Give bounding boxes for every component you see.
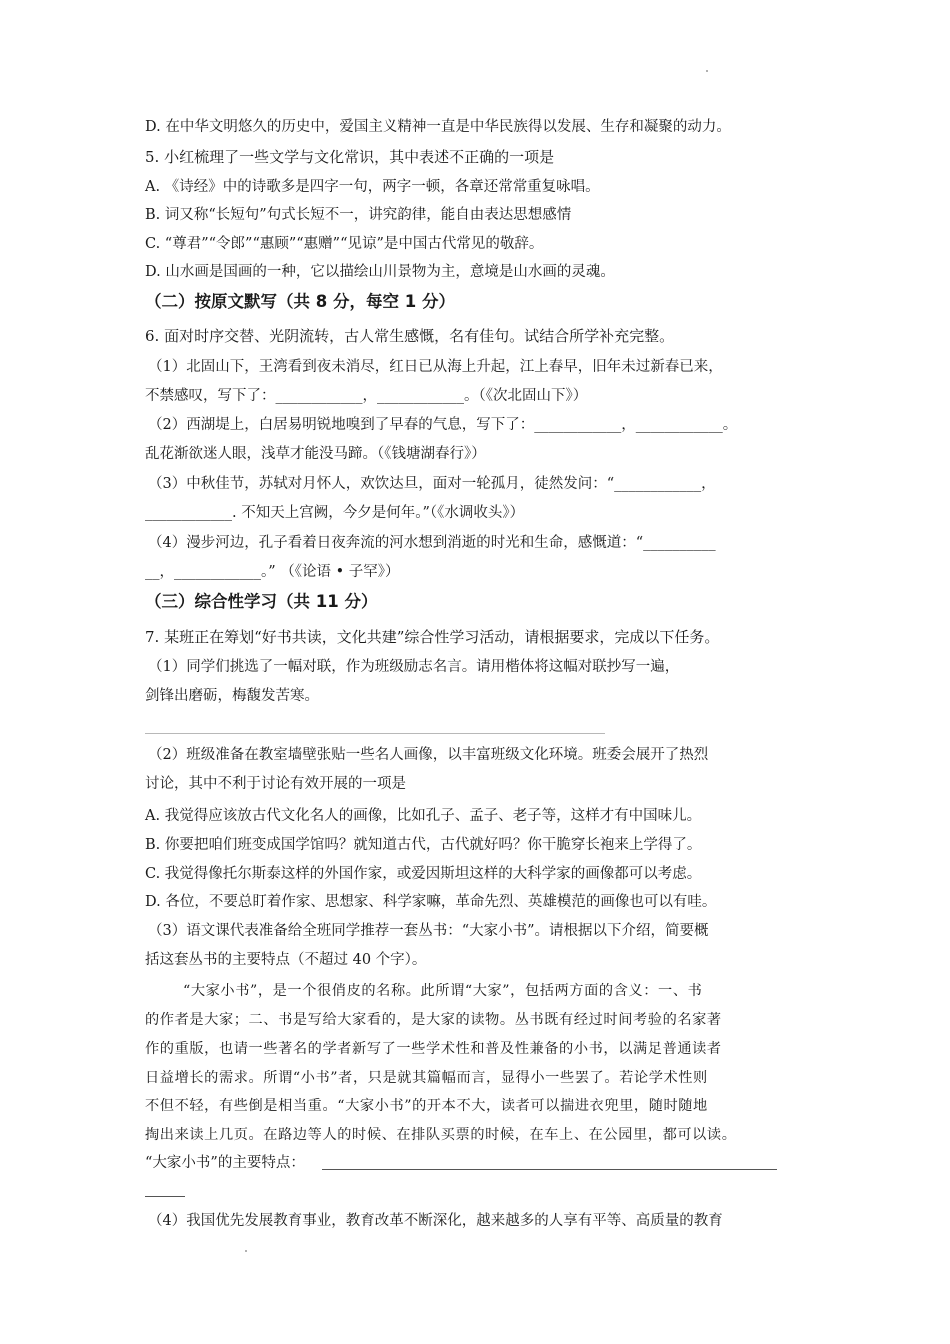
q6-part4-line2: __，____________。” （《论语 • 子罕》） <box>145 564 400 580</box>
q7-part2-option-d: D. 各位，不要总盯着作家、思想家、科学家嘛，革命先烈、英雄模范的画像也可以有哇。 <box>145 894 717 910</box>
q7-part2-option-a: A. 我觉得应该放古代文化名人的画像，比如孔子、孟子、老子等，这样才有中国味儿。 <box>145 808 702 824</box>
q7-part2-option-b: B. 你要把咱们班变成国学馆吗？就知道古代，古代就好吗？你干脆穿长袍来上学得了。 <box>145 837 702 853</box>
q7-part2-line1: （2）班级准备在教室墙壁张贴一些名人画像，以丰富班级文化环境。班委会展开了热烈 <box>148 747 709 763</box>
section-2-heading: （二）按原文默写（共 8 分，每空 1 分） <box>145 292 455 311</box>
question-6-stem: 6. 面对时序交替、光阴流转，古人常生感慨，名有佳句。试结合所学补充完整。 <box>145 327 675 345</box>
passage-line-3: 作的重版，也请一些著名的学者新写了一些学术性和普及性兼备的小书，以满足普通读者 <box>145 1041 722 1057</box>
q6-part3-line2: ____________. 不知天上宫阙，今夕是何年。”（《水调收头》） <box>145 505 525 521</box>
passage-line-6: 掏出来读上几页。在路边等人的时候、在排队买票的时候，在车上、在公园里，都可以读。 <box>145 1127 737 1143</box>
scan-dot <box>706 70 708 72</box>
q6-part3-line1: （3）中秋佳节，苏轼对月怀人，欢饮达旦，面对一轮孤月，徒然发问：“____________， <box>148 476 716 492</box>
section-3-heading: （三）综合性学习（共 11 分） <box>145 592 378 611</box>
answer-blank <box>322 1169 777 1170</box>
q7-part3-line1: （3）语文课代表准备给全班同学推荐一套丛书：“大家小书”。请根据以下介绍，简要概 <box>148 923 709 939</box>
answer-line <box>145 733 605 734</box>
passage-line-5: 不但不轻，有些倒是相当重。“大家小书”的开本不大，读者可以揣进衣兜里，随时随地 <box>145 1098 708 1114</box>
q7-part1-couplet: 剑锋出磨砺，梅馥发苦寒。 <box>145 688 319 704</box>
q7-part2-line2: 讨论，其中不利于讨论有效开展的一项是 <box>145 776 406 792</box>
scan-dot <box>245 1250 247 1252</box>
passage-line-4: 日益增长的需求。所谓“小书”者，只是就其篇幅而言，显得小一些罢了。若论学术性则 <box>145 1070 708 1086</box>
q5-option-a: A. 《诗经》中的诗歌多是四字一句，两字一顿，各章还常常重复咏唱。 <box>145 179 600 195</box>
question-5-stem: 5. 小红梳理了一些文学与文化常识，其中表述不正确的一项是 <box>145 148 555 166</box>
q7-part2-option-c: C. 我觉得像托尔斯泰这样的外国作家，或爱因斯坦这样的大科学家的画像都可以考虑。 <box>145 866 702 882</box>
q6-part2-line2: 乱花渐欲迷人眼，浅草才能没马蹄。（《钱塘湖春行》） <box>145 446 486 462</box>
q6-part1-line2: 不禁感叹，写下了：____________，____________。（《次北固山下》） <box>145 388 588 404</box>
q7-part3-answer-label: “大家小书”的主要特点： <box>145 1155 305 1171</box>
q5-option-d: D. 山水画是国画的一种，它以描绘山川景物为主，意境是山水画的灵魂。 <box>145 264 615 280</box>
q7-part4-line1: （4）我国优先发展教育事业，教育改革不断深化，越来越多的人享有平等、高质量的教育 <box>148 1213 723 1229</box>
q7-part3-line2: 括这套丛书的主要特点（不超过 40 个字）。 <box>145 952 427 968</box>
q7-part1-line1: （1）同学们挑选了一幅对联，作为班级励志名言。请用楷体将这幅对联抄写一遍， <box>148 659 680 675</box>
answer-blank-continued <box>145 1196 185 1197</box>
q4-option-d: D. 在中华文明悠久的历史中，爱国主义精神一直是中华民族得以发展、生存和凝聚的动力。 <box>145 119 731 135</box>
q6-part2-line1: （2）西湖堤上，白居易明锐地嗅到了早春的气息，写下了：____________，____________。 <box>148 417 738 433</box>
q5-option-c: C. “尊君”“令郎”“惠顾”“惠赠”“见谅”是中国古代常见的敬辞。 <box>145 236 544 252</box>
question-7-stem: 7. 某班正在筹划“好书共读，文化共建”综合性学习活动，请根据要求，完成以下任务。 <box>145 628 720 646</box>
q5-option-b: B. 词又称“长短句”句式长短不一，讲究韵律，能自由表达思想感情 <box>145 207 572 223</box>
q6-part1-line1: （1）北固山下，王湾看到夜未消尽，红日已从海上升起，江上春早，旧年未过新春已来， <box>148 359 723 375</box>
passage-line-2: 的作者是大家；二、书是写给大家看的，是大家的读物。丛书既有经过时间考验的名家著 <box>145 1012 722 1028</box>
q6-part4-line1: （4）漫步河边，孔子看着日夜奔流的河水想到消逝的时光和生命，感慨道：“__________ <box>148 535 716 551</box>
passage-line-1: “大家小书”，是一个很俏皮的名称。此所谓“大家”，包括两方面的含义：一、书 <box>183 983 703 999</box>
